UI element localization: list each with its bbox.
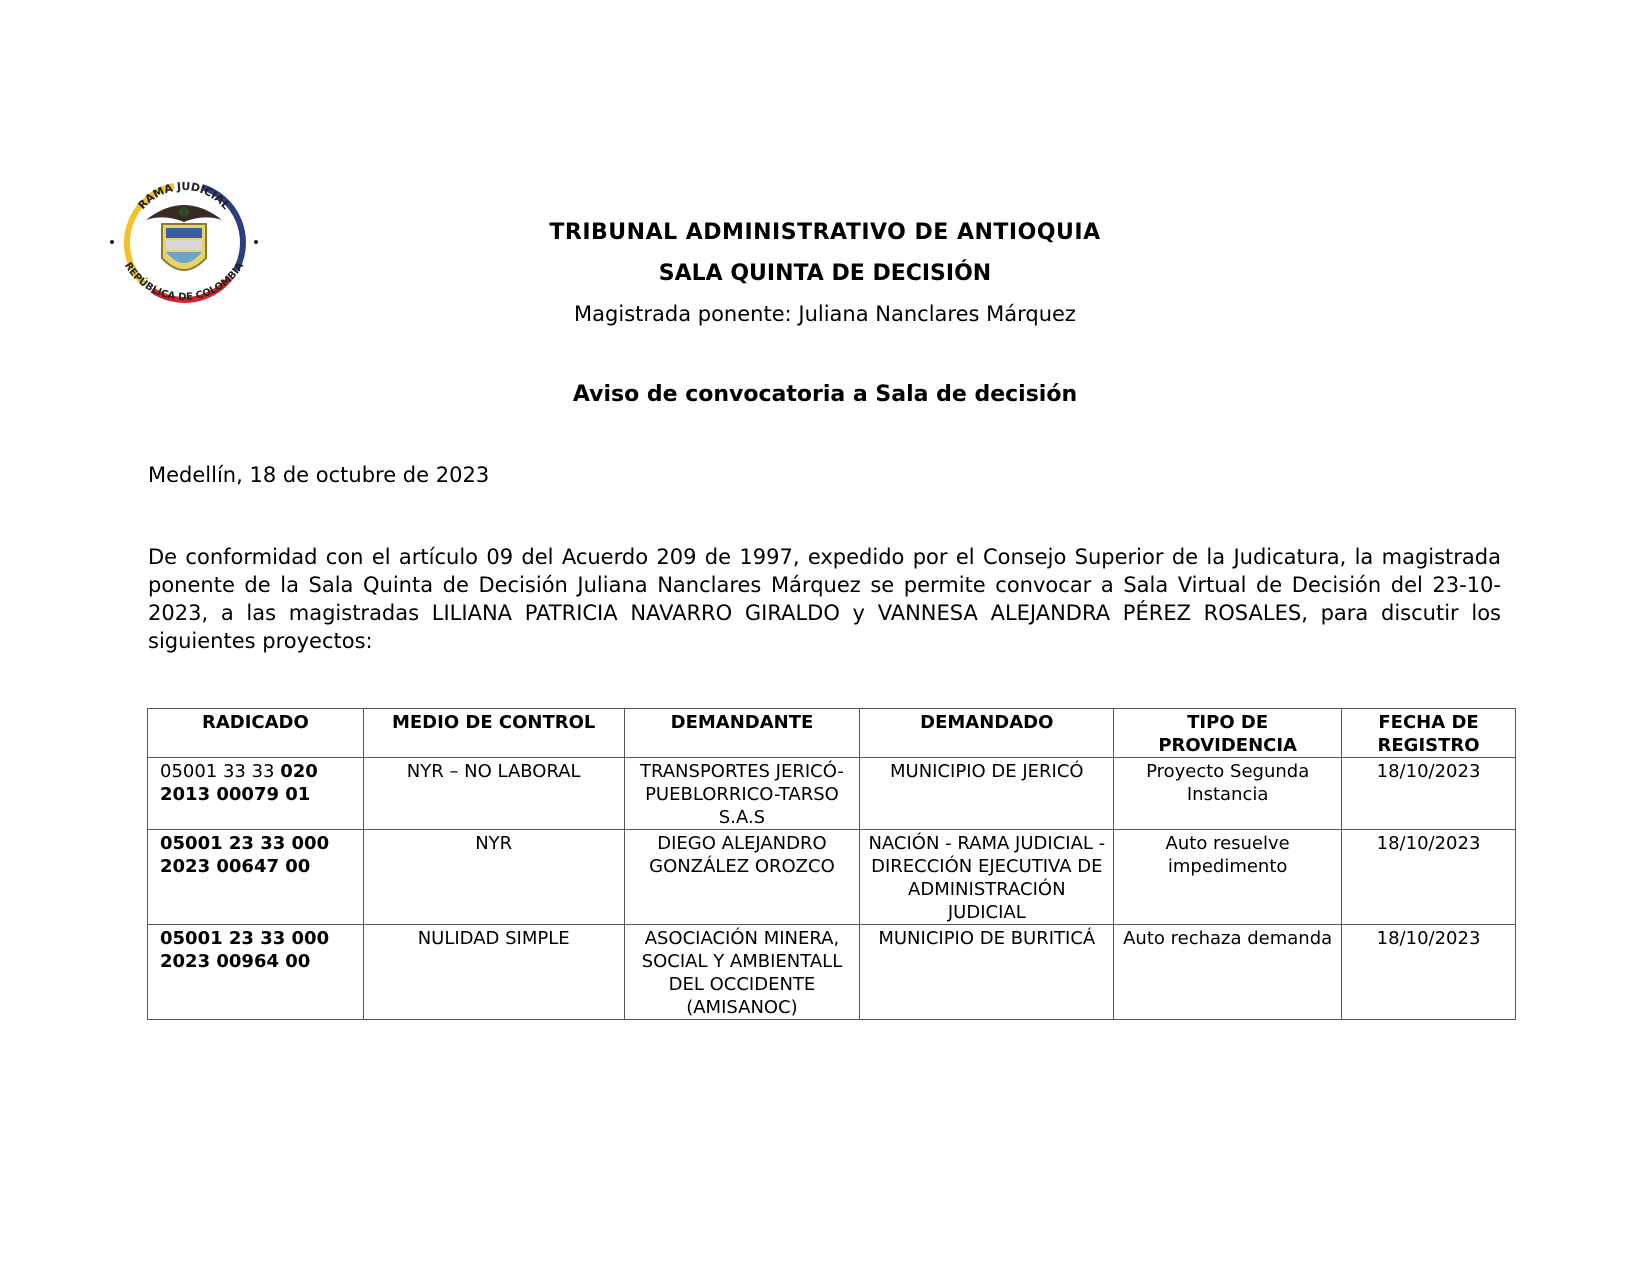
table-header-row (148, 709, 1516, 758)
svg-text:REPÚBLICA DE COLOMBIA: REPÚBLICA DE COLOMBIA (121, 260, 247, 304)
cell-medio: NULIDAD SIMPLE (363, 925, 624, 1020)
cell-demandante: ASOCIACIÓN MINERA, SOCIAL Y AMBIENTALL DEL OCCIDENTE (AMISANOC) (624, 925, 860, 1020)
cell-radicado: 05001 23 33 000 2023 00964 00 (148, 925, 364, 1020)
cell-medio: NYR (363, 830, 624, 925)
table-row (148, 925, 1516, 1020)
place-date: Medellín, 18 de octubre de 2023 (148, 463, 490, 487)
header-medio: MEDIO DE CONTROL (363, 709, 624, 758)
body-paragraph: De conformidad con el artículo 09 del Acuerdo 209 de 1997, expedido por el Consejo Superior de la Judicatura, la magistrada ponente de la Sala Quinta de Decisión Juliana Nanclares Márquez se permite convocar a Sala Virtual de Decisión del 23-10-2023, a las magistradas LILIANA PATRICIA NAVARRO GIRALDO y VANNESA ALEJANDRA PÉREZ ROSALES, para discutir los siguientes proyectos: (148, 545, 1501, 653)
magistrate-line: Magistrada ponente: Juliana Nanclares Márquez (574, 302, 1076, 326)
cell-fecha: 18/10/2023 (1342, 925, 1516, 1020)
header-demandado: DEMANDADO (860, 709, 1114, 758)
svg-text:RAMA JUDICIAL: RAMA JUDICIAL (135, 179, 233, 212)
cell-demandante: DIEGO ALEJANDRO GONZÁLEZ OROZCO (624, 830, 860, 925)
cell-tipo: Proyecto Segunda Instancia (1114, 758, 1342, 830)
cell-demandado: NACIÓN - RAMA JUDICIAL - DIRECCIÓN EJECUTIVA DE ADMINISTRACIÓN JUDICIAL (860, 830, 1114, 925)
cell-demandante: TRANSPORTES JERICÓ-PUEBLORRICO-TARSO S.A.S (624, 758, 860, 830)
cell-medio: NYR – NO LABORAL (363, 758, 624, 830)
notice-title: Aviso de convocatoria a Sala de decisión (572, 382, 1078, 407)
cell-tipo: Auto rechaza demanda (1114, 925, 1342, 1020)
projects-table (147, 708, 1516, 1020)
header-demandante: DEMANDANTE (624, 709, 860, 758)
cell-demandado: MUNICIPIO DE JERICÓ (860, 758, 1114, 830)
cell-fecha: 18/10/2023 (1342, 830, 1516, 925)
chamber-name: SALA QUINTA DE DECISIÓN (658, 261, 992, 286)
cell-radicado: 05001 33 33 020 2013 00079 01 (148, 758, 364, 830)
court-name: TRIBUNAL ADMINISTRATIVO DE ANTIOQUIA (549, 220, 1101, 245)
table-row (148, 758, 1516, 830)
table-row (148, 830, 1516, 925)
cell-radicado: 05001 23 33 000 2023 00647 00 (148, 830, 364, 925)
header-fecha: FECHA DE REGISTRO (1342, 709, 1516, 758)
cell-fecha: 18/10/2023 (1342, 758, 1516, 830)
header-radicado: RADICADO (148, 709, 364, 758)
cell-tipo: Auto resuelve impedimento (1114, 830, 1342, 925)
cell-demandado: MUNICIPIO DE BURITICÁ (860, 925, 1114, 1020)
header-tipo: TIPO DE PROVIDENCIA (1114, 709, 1342, 758)
